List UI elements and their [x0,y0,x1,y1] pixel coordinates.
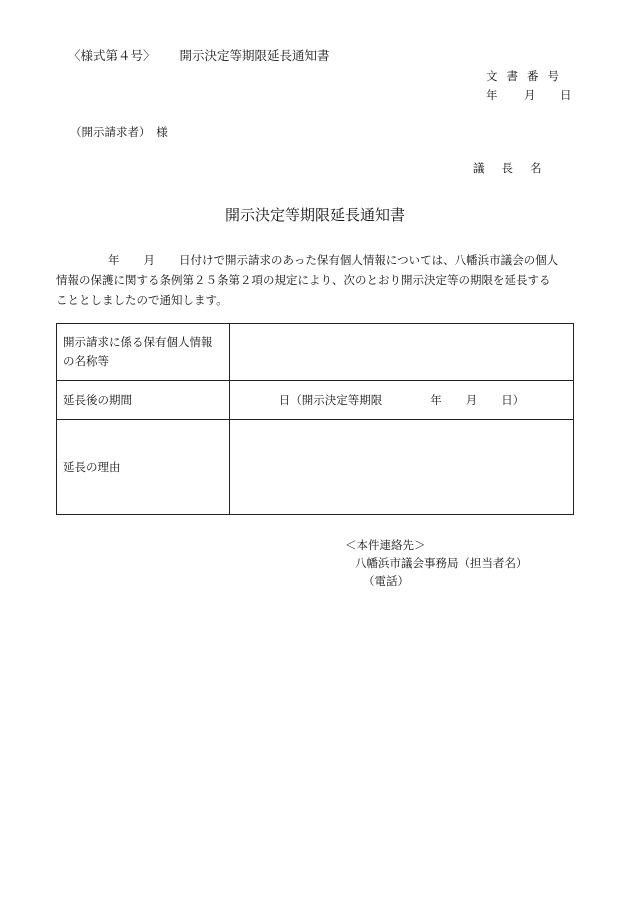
table-label-extended-period: 延長後の期間 [57,381,230,420]
table-value-extended-period[interactable] [230,381,574,420]
form-title-small: 開示決定等期限延長通知書 [179,48,330,63]
table-row [57,420,574,515]
period-open: （開示決定等期限 [290,393,383,407]
table-value-info-name[interactable] [230,324,574,381]
document-number-label: 文書番号 [486,69,568,83]
period-close-day: 日） [501,393,525,407]
table-row [57,381,574,420]
body-year: 年 [108,253,120,267]
table-label-reason: 延長の理由 [57,420,230,515]
date-year: 年 [486,88,498,102]
period-year: 年 [430,393,442,407]
contact-phone: （電話） [363,574,409,588]
period-day: 日 [278,393,291,407]
body-line-2: 情報の保護に関する条例第２５条第２項の規定により、次のとおり開示決定等の期限を延長する [56,273,551,287]
body-text [56,250,576,310]
info-table [56,323,574,515]
form-header [68,46,330,64]
issue-date [486,87,572,103]
contact-heading: ＜本件連絡先＞ [345,538,426,552]
period-month: 月 [465,393,478,407]
date-day: 日 [560,88,572,102]
date-month: 月 [524,88,536,102]
table-value-reason[interactable] [230,420,574,515]
contact-office: 八幡浜市議会事務局（担当者名） [355,556,528,570]
form-number: 〈様式第４号〉 [68,48,156,63]
body-line-3: こととしましたので通知します。 [56,293,228,307]
body-line-1-rest: 日付けで開示請求のあった保有個人情報については、八幡浜市議会の個人 [179,253,559,267]
table-row [57,324,574,381]
body-line-1 [56,250,576,270]
body-month: 月 [143,253,155,267]
sender-name: 議長名 [473,161,559,175]
table-label-info-name: 開示請求に係る保有個人情報の名称等 [57,324,230,381]
document-title: 開示決定等期限延長通知書 [224,206,405,224]
recipient: （開示請求者） 様 [70,125,168,139]
